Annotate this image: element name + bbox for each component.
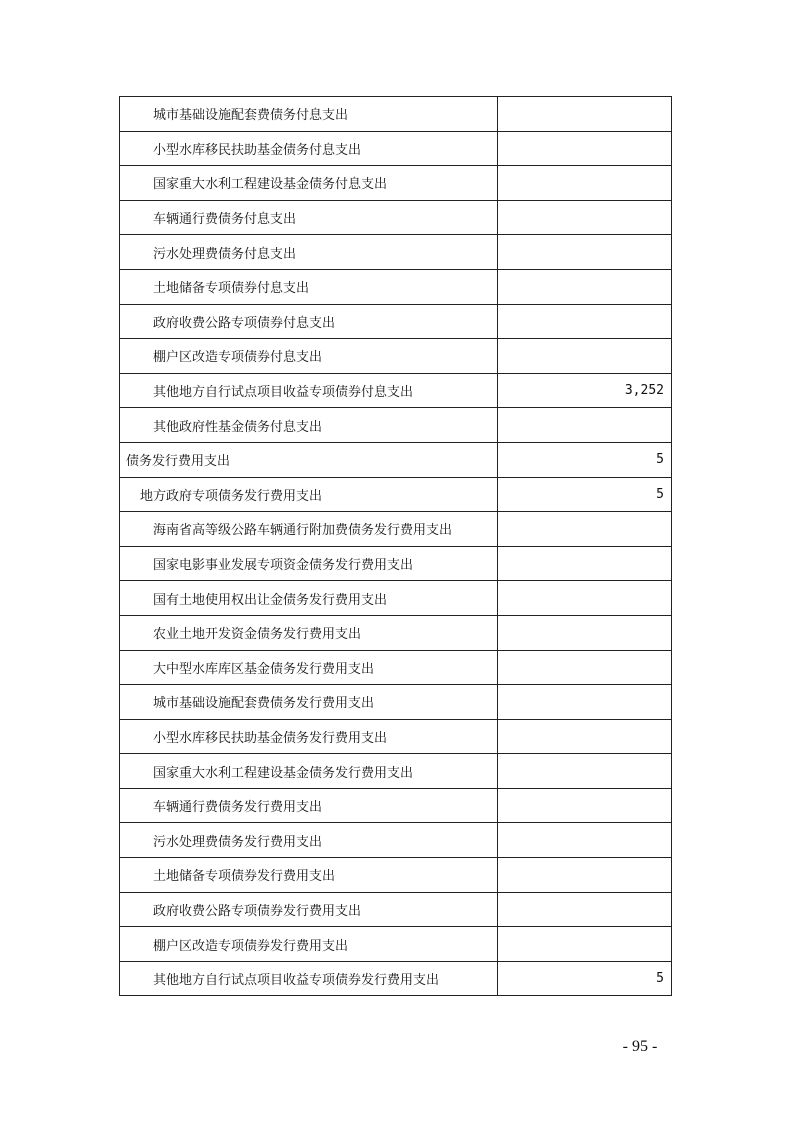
item-value: [498, 512, 672, 547]
table-row: [120, 304, 672, 339]
table-row: [120, 546, 672, 581]
item-value: 5: [498, 442, 672, 477]
item-value: [498, 892, 672, 927]
item-value: [498, 269, 672, 304]
table-row: [120, 442, 672, 477]
item-value: 5: [498, 961, 672, 996]
item-value: [498, 615, 672, 650]
table-row: [120, 823, 672, 858]
item-name: 政府收费公路专项债券发行费用支出: [120, 892, 498, 927]
item-value: [498, 581, 672, 616]
item-name: 大中型水库库区基金债务发行费用支出: [120, 650, 498, 685]
table-row: [120, 166, 672, 201]
table-row: [120, 131, 672, 166]
item-name: 城市基础设施配套费债务发行费用支出: [120, 685, 498, 720]
table-row: [120, 650, 672, 685]
item-name: 其他地方自行试点项目收益专项债券发行费用支出: [120, 961, 498, 996]
item-name: 国有土地使用权出让金债务发行费用支出: [120, 581, 498, 616]
table-row: [120, 858, 672, 893]
subcategory-name: 地方政府专项债务发行费用支出: [120, 477, 498, 512]
table-row: [120, 615, 672, 650]
item-name: 海南省高等级公路车辆通行附加费债务发行费用支出: [120, 512, 498, 547]
table-row: [120, 339, 672, 374]
table-row: [120, 754, 672, 789]
item-name: 小型水库移民扶助基金债务付息支出: [120, 131, 498, 166]
item-name: 车辆通行费债务发行费用支出: [120, 788, 498, 823]
item-value: 5: [498, 477, 672, 512]
item-name: 政府收费公路专项债券付息支出: [120, 304, 498, 339]
item-value: [498, 97, 672, 132]
item-name: 棚户区改造专项债券发行费用支出: [120, 927, 498, 962]
table-row: [120, 235, 672, 270]
item-name: 国家重大水利工程建设基金债务付息支出: [120, 166, 498, 201]
table-row: [120, 719, 672, 754]
item-value: 3,252: [498, 373, 672, 408]
item-value: [498, 546, 672, 581]
item-value: [498, 788, 672, 823]
item-value: [498, 858, 672, 893]
item-value: [498, 719, 672, 754]
item-value: [498, 304, 672, 339]
item-value: [498, 685, 672, 720]
table-row: [120, 927, 672, 962]
item-value: [498, 339, 672, 374]
item-name: 小型水库移民扶助基金债务发行费用支出: [120, 719, 498, 754]
table-row: [120, 200, 672, 235]
item-value: [498, 235, 672, 270]
item-value: [498, 408, 672, 443]
item-value: [498, 131, 672, 166]
item-value: [498, 200, 672, 235]
table-row: [120, 97, 672, 132]
item-name: 污水处理费债务发行费用支出: [120, 823, 498, 858]
item-name: 土地储备专项债券付息支出: [120, 269, 498, 304]
item-name: 城市基础设施配套费债务付息支出: [120, 97, 498, 132]
page-number: - 95 -: [622, 1038, 658, 1055]
item-name: 其他地方自行试点项目收益专项债券付息支出: [120, 373, 498, 408]
item-name: 土地储备专项债券发行费用支出: [120, 858, 498, 893]
item-name: 污水处理费债务付息支出: [120, 235, 498, 270]
table-row: [120, 788, 672, 823]
item-name: 国家电影事业发展专项资金债务发行费用支出: [120, 546, 498, 581]
item-name: 车辆通行费债务付息支出: [120, 200, 498, 235]
table-row: [120, 512, 672, 547]
table-row: [120, 685, 672, 720]
item-value: [498, 754, 672, 789]
expenditure-table: [119, 96, 672, 996]
item-value: [498, 823, 672, 858]
table-row: [120, 892, 672, 927]
table-row: [120, 408, 672, 443]
table-row: [120, 269, 672, 304]
table-row: [120, 477, 672, 512]
item-value: [498, 927, 672, 962]
item-value: [498, 650, 672, 685]
category-name: 债务发行费用支出: [120, 442, 498, 477]
table-row: [120, 373, 672, 408]
item-name: 农业土地开发资金债务发行费用支出: [120, 615, 498, 650]
item-name: 国家重大水利工程建设基金债务发行费用支出: [120, 754, 498, 789]
table-row: [120, 961, 672, 996]
item-name: 棚户区改造专项债券付息支出: [120, 339, 498, 374]
item-value: [498, 166, 672, 201]
table-row: [120, 581, 672, 616]
item-name: 其他政府性基金债务付息支出: [120, 408, 498, 443]
